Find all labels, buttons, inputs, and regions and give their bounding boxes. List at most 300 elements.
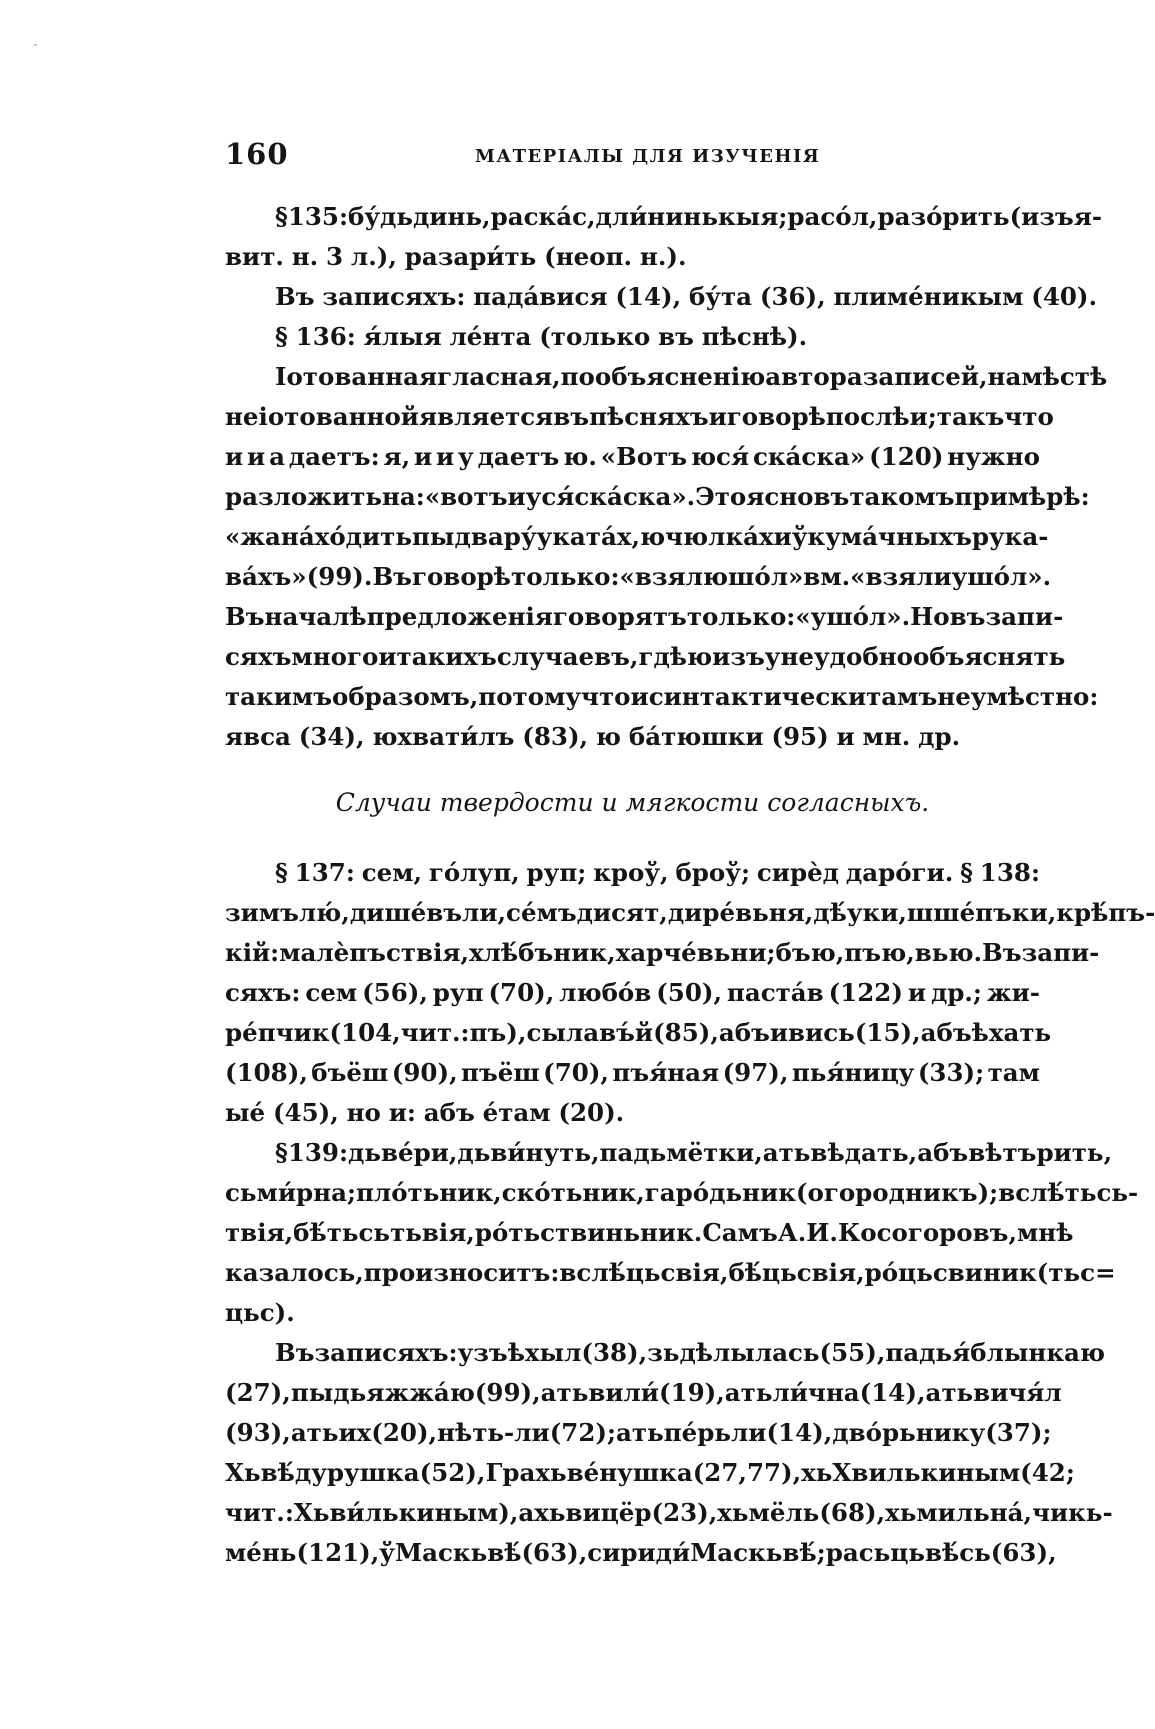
word: дво́рьнику <box>832 1418 986 1447</box>
word: и <box>378 642 397 671</box>
word: (36), <box>759 282 826 311</box>
word: их <box>338 1418 372 1447</box>
word: (63), <box>990 1538 1057 1567</box>
word: атьвѣдать, <box>762 1138 918 1167</box>
word: ска́ска». <box>574 482 696 511</box>
text-line <box>225 597 1064 637</box>
word: запи- <box>1021 938 1100 967</box>
word: что <box>581 682 631 711</box>
word: (85), <box>653 1018 719 1047</box>
word: чит.: <box>400 1018 470 1047</box>
word: ба́тюшки <box>628 722 764 751</box>
word: (90), <box>391 1058 458 1087</box>
text-line <box>225 1493 1113 1533</box>
word: чикь- <box>1032 1498 1113 1527</box>
running-title: МАТЕРІАЛЫ ДЛЯ ИЗУЧЕНІЯ <box>475 146 821 167</box>
text-line <box>225 397 1054 437</box>
word: юшо́л» <box>702 562 804 591</box>
word: «жана́ <box>225 522 315 551</box>
word: ушо́л». <box>951 562 1052 591</box>
word: абъивись <box>718 1018 855 1047</box>
word: др. <box>918 722 961 751</box>
word: (37); <box>985 1418 1052 1447</box>
text-line <box>225 677 1099 717</box>
word: ско́тьник, <box>501 1178 645 1207</box>
text-line <box>225 1213 1074 1253</box>
word: 137: <box>294 858 355 887</box>
word: (15), <box>854 1018 921 1047</box>
word: (63), <box>521 1538 588 1567</box>
word: ые́ <box>225 1098 266 1127</box>
word: мѣстѣ <box>1021 362 1108 391</box>
word: и <box>436 442 455 471</box>
word: пъёш <box>461 1058 540 1087</box>
word: на <box>987 362 1022 391</box>
word: Хвилькиным <box>832 1458 1021 1487</box>
word: бу́та <box>688 282 753 311</box>
text-line <box>225 477 1090 517</box>
word: пъ), <box>469 1018 527 1047</box>
word: хь <box>801 1458 833 1487</box>
word: (19), <box>658 1378 725 1407</box>
word: пыдьяжжа́ю <box>290 1378 475 1407</box>
word: 135: <box>287 202 348 231</box>
word: бъёш <box>311 1058 389 1087</box>
word: сирѐд <box>756 858 839 887</box>
word: кроў, <box>593 858 669 887</box>
word: броў; <box>675 858 750 887</box>
word: пѣсняхъ <box>589 402 709 431</box>
word: автора <box>765 362 863 391</box>
word: началѣ <box>264 602 367 631</box>
word: твія, <box>225 1218 294 1247</box>
word: н. <box>291 242 319 271</box>
word: записей, <box>862 362 988 391</box>
word: атьвичя́л <box>925 1378 1062 1407</box>
text-line <box>225 853 1040 893</box>
word: случаевъ, <box>496 642 639 671</box>
word: пъя́ная <box>612 1058 720 1087</box>
word: неумѣстно: <box>937 682 1099 711</box>
word: хьмёль <box>717 1498 820 1527</box>
word: іотованной <box>258 402 419 431</box>
word: чюлка́х <box>665 522 774 551</box>
word: (52), <box>419 1458 486 1487</box>
paragraph-135 <box>225 197 1103 277</box>
word: двару́ <box>454 522 537 551</box>
word: жи- <box>986 978 1040 1007</box>
word: др.; <box>930 978 982 1007</box>
word: въ <box>553 402 590 431</box>
word: зимълю́, <box>225 898 350 927</box>
word: пья́ницу <box>791 1058 915 1087</box>
word: (99). <box>306 562 373 591</box>
word: уся́ <box>525 482 575 511</box>
paragraph-136 <box>225 317 1040 357</box>
text-line <box>225 197 1103 237</box>
word: такъ <box>936 402 1005 431</box>
word: я, <box>383 442 411 471</box>
word: § <box>275 202 288 231</box>
text-line <box>225 557 1052 597</box>
word: нужно <box>947 442 1040 471</box>
word: рука- <box>971 522 1049 551</box>
word: нѣть-ли <box>437 1418 550 1447</box>
word: ро́цьсвиник <box>864 1258 1037 1287</box>
word: н.). <box>639 242 687 271</box>
text-line <box>225 1413 1052 1453</box>
word: ю <box>595 722 622 751</box>
word: сем <box>305 978 358 1007</box>
word: = <box>1095 1258 1116 1287</box>
word: синтактически <box>648 682 867 711</box>
word: ро́тьствиньник. <box>474 1218 703 1247</box>
word: произноситъ: <box>363 1258 560 1287</box>
word: дли́нинькыя; <box>595 202 788 231</box>
word: чит.: <box>225 1498 294 1527</box>
word: ре́пчик <box>225 1018 330 1047</box>
word: и <box>836 722 855 751</box>
word: руп <box>432 978 484 1007</box>
word: е́там <box>482 1098 551 1127</box>
word: 139: <box>287 1138 348 1167</box>
word: (95) <box>771 722 829 751</box>
word: сылавъ́й <box>526 1018 654 1047</box>
word: и <box>413 442 433 471</box>
word: падь <box>885 1338 953 1367</box>
word: (20). <box>558 1098 625 1127</box>
word: говорѣ <box>726 402 826 431</box>
word: (14), <box>859 1378 926 1407</box>
word: (50), <box>656 978 722 1007</box>
word: такомъ <box>849 482 955 511</box>
word: ў <box>791 522 808 551</box>
word: но <box>346 1098 381 1127</box>
word: 77), <box>746 1458 802 1487</box>
word: мн. <box>862 722 911 751</box>
text-line <box>225 1293 1040 1333</box>
word: и <box>225 442 244 471</box>
word: на: <box>381 482 425 511</box>
word: Маскьвѣ́ <box>394 1538 522 1567</box>
word: и; <box>909 402 937 431</box>
word: ў <box>379 1538 395 1567</box>
word: сириди́ <box>587 1538 691 1567</box>
word: ю <box>687 642 713 671</box>
word: ю. <box>563 442 597 471</box>
word: дире́вьня, <box>667 898 814 927</box>
word: (108), <box>225 1058 308 1087</box>
word: и <box>907 978 927 1007</box>
word: по <box>560 362 595 391</box>
word: (70), <box>488 978 555 1007</box>
running-head <box>225 137 1040 177</box>
word: 138: <box>979 858 1040 887</box>
word: раска́с, <box>490 202 596 231</box>
text-line <box>225 933 1100 973</box>
word: потому <box>478 682 582 711</box>
text-line <box>225 717 1040 757</box>
word: объяснять <box>912 642 1066 671</box>
word: (только <box>539 322 651 351</box>
text-line <box>225 517 1049 557</box>
word: го́луп, <box>428 858 520 887</box>
word: шше́пъки, <box>906 898 1057 927</box>
word: вслѣ́тьсь- <box>998 1178 1139 1207</box>
word: Въ <box>275 282 315 311</box>
word: у <box>458 442 474 471</box>
word: расо́л, <box>787 202 878 231</box>
word: (70), <box>543 1058 609 1087</box>
word: дьви́нуть, <box>457 1138 600 1167</box>
word: и <box>507 482 526 511</box>
text-line <box>225 1373 1062 1413</box>
word: руп; <box>526 858 587 887</box>
word: Это <box>695 482 747 511</box>
word: (55), <box>819 1338 886 1367</box>
word: (изъя- <box>1009 202 1103 231</box>
text-line <box>225 1093 1040 1133</box>
body-text <box>225 197 1155 1573</box>
word: разо́рить <box>877 202 1010 231</box>
word: даетъ <box>477 442 560 471</box>
word: хьмильна́, <box>885 1498 1033 1527</box>
word: вит. <box>225 242 284 271</box>
word: такихъ <box>396 642 497 671</box>
text-line <box>225 637 1066 677</box>
word: ме́нь <box>225 1538 297 1567</box>
word: сем, <box>361 858 423 887</box>
word: «ушо́л». <box>795 602 911 631</box>
text-line <box>225 317 1040 357</box>
word: я́лыя <box>363 322 442 351</box>
word: «Вотъ <box>600 442 688 471</box>
word: «взял <box>619 562 703 591</box>
word: запи- <box>985 602 1064 631</box>
word: сяхъ: <box>225 978 301 1007</box>
word: хлѣ́бъник, <box>469 938 616 967</box>
word: Въ <box>372 562 412 591</box>
word: вм. <box>803 562 851 591</box>
word: Хьвѣ́дурушка <box>225 1458 420 1487</box>
word: записяхъ: <box>314 1338 458 1367</box>
word: § <box>275 858 288 887</box>
word: такимъ <box>225 682 332 711</box>
word: гласная, <box>437 362 561 391</box>
word: (14), <box>615 282 682 311</box>
word: бѣ́тьсьтьвія, <box>293 1218 475 1247</box>
text-line <box>225 437 1040 477</box>
word: вслѣ́цьсвія, <box>559 1258 729 1287</box>
paragraph-records-139 <box>225 1333 1113 1573</box>
text-line <box>225 237 1040 277</box>
word: и <box>247 442 266 471</box>
word: ю <box>640 522 666 551</box>
word: дише́въли, <box>349 898 507 927</box>
word: «вотъ <box>424 482 508 511</box>
word: А. <box>777 1218 807 1247</box>
word: ката́х, <box>552 522 640 551</box>
text-line <box>225 277 1098 317</box>
word: атьпе́рьли <box>616 1418 767 1447</box>
word: у <box>764 642 781 671</box>
word: (27), <box>225 1378 291 1407</box>
word: Въ <box>275 1338 315 1367</box>
word: паста́в <box>726 978 824 1007</box>
word: «взял <box>850 562 934 591</box>
text-line <box>225 1173 1139 1213</box>
word: (27, <box>692 1458 747 1487</box>
word: послѣ <box>825 402 910 431</box>
word: плиме́никым <box>833 282 1024 311</box>
word: (97), <box>722 1058 789 1087</box>
word: говорятъ <box>552 602 687 631</box>
word: (40). <box>1031 282 1098 311</box>
word: се́мъдисят, <box>506 898 668 927</box>
word: (огородникъ); <box>795 1178 999 1207</box>
word: (72); <box>549 1418 617 1447</box>
word: любо́в <box>559 978 652 1007</box>
paragraph-137-138 <box>225 853 1155 1133</box>
word: И. <box>806 1218 838 1247</box>
word: (тьс <box>1036 1258 1096 1287</box>
word: л.), <box>350 242 397 271</box>
word: пы <box>412 522 455 551</box>
word: дьве́ри, <box>348 1138 458 1167</box>
word: въ <box>658 322 694 351</box>
word: ясно <box>746 482 814 511</box>
word: (122) <box>828 978 903 1007</box>
word: тамъ <box>866 682 938 711</box>
word: ать <box>290 1418 339 1447</box>
page-number: 160 <box>225 137 289 171</box>
word: кума́чныхъ <box>807 522 972 551</box>
word: малѐпъствія, <box>279 938 470 967</box>
word: гдѣ <box>638 642 688 671</box>
word: вью. <box>914 938 983 967</box>
text-line <box>225 1333 1106 1373</box>
text-line <box>225 357 1108 397</box>
word: хо́дить <box>314 522 412 551</box>
word: падьмётки, <box>599 1138 763 1167</box>
word: (56), <box>362 978 428 1007</box>
word: и: <box>388 1098 416 1127</box>
text-line <box>225 893 1155 933</box>
word: § <box>275 1138 288 1167</box>
word: а <box>269 442 285 471</box>
word: узъѣхыл <box>457 1338 582 1367</box>
word: абъѣхать <box>920 1018 1052 1047</box>
word: (33); <box>917 1058 985 1087</box>
word: расьцьвѣ́сь <box>825 1538 991 1567</box>
text-line <box>225 1533 1057 1573</box>
word: (120) <box>869 442 944 471</box>
word: и <box>708 402 727 431</box>
word: Маскьвѣ́; <box>690 1538 826 1567</box>
word: образомъ, <box>332 682 479 711</box>
word: и <box>630 682 649 711</box>
word: 3 <box>326 242 344 271</box>
word: не <box>225 402 259 431</box>
word: изъ <box>712 642 765 671</box>
text-line <box>225 1453 1075 1493</box>
word: (83), <box>522 722 589 751</box>
text-line <box>225 1013 1052 1053</box>
word: атьвили́ <box>540 1378 659 1407</box>
word: сьми́рна; <box>225 1178 356 1207</box>
word: (99), <box>474 1378 541 1407</box>
word: (20), <box>371 1418 438 1447</box>
paragraph-records-135 <box>225 277 1098 317</box>
word: Іотованная <box>275 362 438 391</box>
text-line <box>225 1053 1040 1093</box>
word: Самъ <box>702 1218 778 1247</box>
word: ле́нта <box>449 322 532 351</box>
word: (68), <box>819 1498 886 1527</box>
word: и <box>933 562 952 591</box>
word: зьдѣлылась <box>647 1338 820 1367</box>
word: что <box>1004 402 1054 431</box>
word: неудобно <box>780 642 913 671</box>
word: я́блынкаю <box>952 1338 1106 1367</box>
word: въ <box>813 482 850 511</box>
word: (104, <box>329 1018 401 1047</box>
word: примѣрѣ: <box>954 482 1090 511</box>
word: харче́вьни; <box>615 938 776 967</box>
text-line <box>225 973 1040 1013</box>
paragraph-139 <box>225 1133 1139 1333</box>
word: говорѣ <box>411 562 512 591</box>
word: бу́дьдинь, <box>348 202 491 231</box>
word: только: <box>686 602 796 631</box>
word: является <box>418 402 554 431</box>
word: абъ <box>423 1098 475 1127</box>
word: Въ <box>225 602 265 631</box>
word: Грахьве́нушка <box>485 1458 693 1487</box>
section-heading: Случаи твердости и мягкости согласныхъ. <box>335 788 930 817</box>
word: юся́ <box>690 442 750 471</box>
scan-edge-mark <box>34 44 37 46</box>
word: ва́хъ» <box>225 562 307 591</box>
word: атьли́чна <box>724 1378 860 1407</box>
word: Косогоровъ, <box>837 1218 1017 1247</box>
word: пѣснѣ). <box>701 322 808 351</box>
word: § <box>960 858 973 887</box>
word: абъвѣтърить, <box>917 1138 1113 1167</box>
word: Но <box>910 602 950 631</box>
word: там <box>987 1058 1040 1087</box>
word: (42; <box>1020 1458 1075 1487</box>
word: разложить <box>225 482 382 511</box>
word: Хьви́лькиным), <box>293 1498 519 1527</box>
word: явса <box>225 722 291 751</box>
word: юхвати́лъ <box>372 722 515 751</box>
word: даро́ги. <box>845 858 954 887</box>
word: у <box>536 522 553 551</box>
word: въ <box>949 602 986 631</box>
word: кій: <box>225 938 280 967</box>
word: мнѣ <box>1017 1218 1074 1247</box>
text-line <box>225 1133 1113 1173</box>
word: объясненію <box>594 362 766 391</box>
text-line <box>225 1253 1116 1293</box>
paragraph-iotation <box>225 357 1108 757</box>
word: цьс). <box>225 1298 295 1327</box>
word: крѣ́пъ- <box>1056 898 1155 927</box>
word: 136: <box>295 322 356 351</box>
word: дѣ́уки, <box>813 898 907 927</box>
word: ска́ска» <box>752 442 866 471</box>
